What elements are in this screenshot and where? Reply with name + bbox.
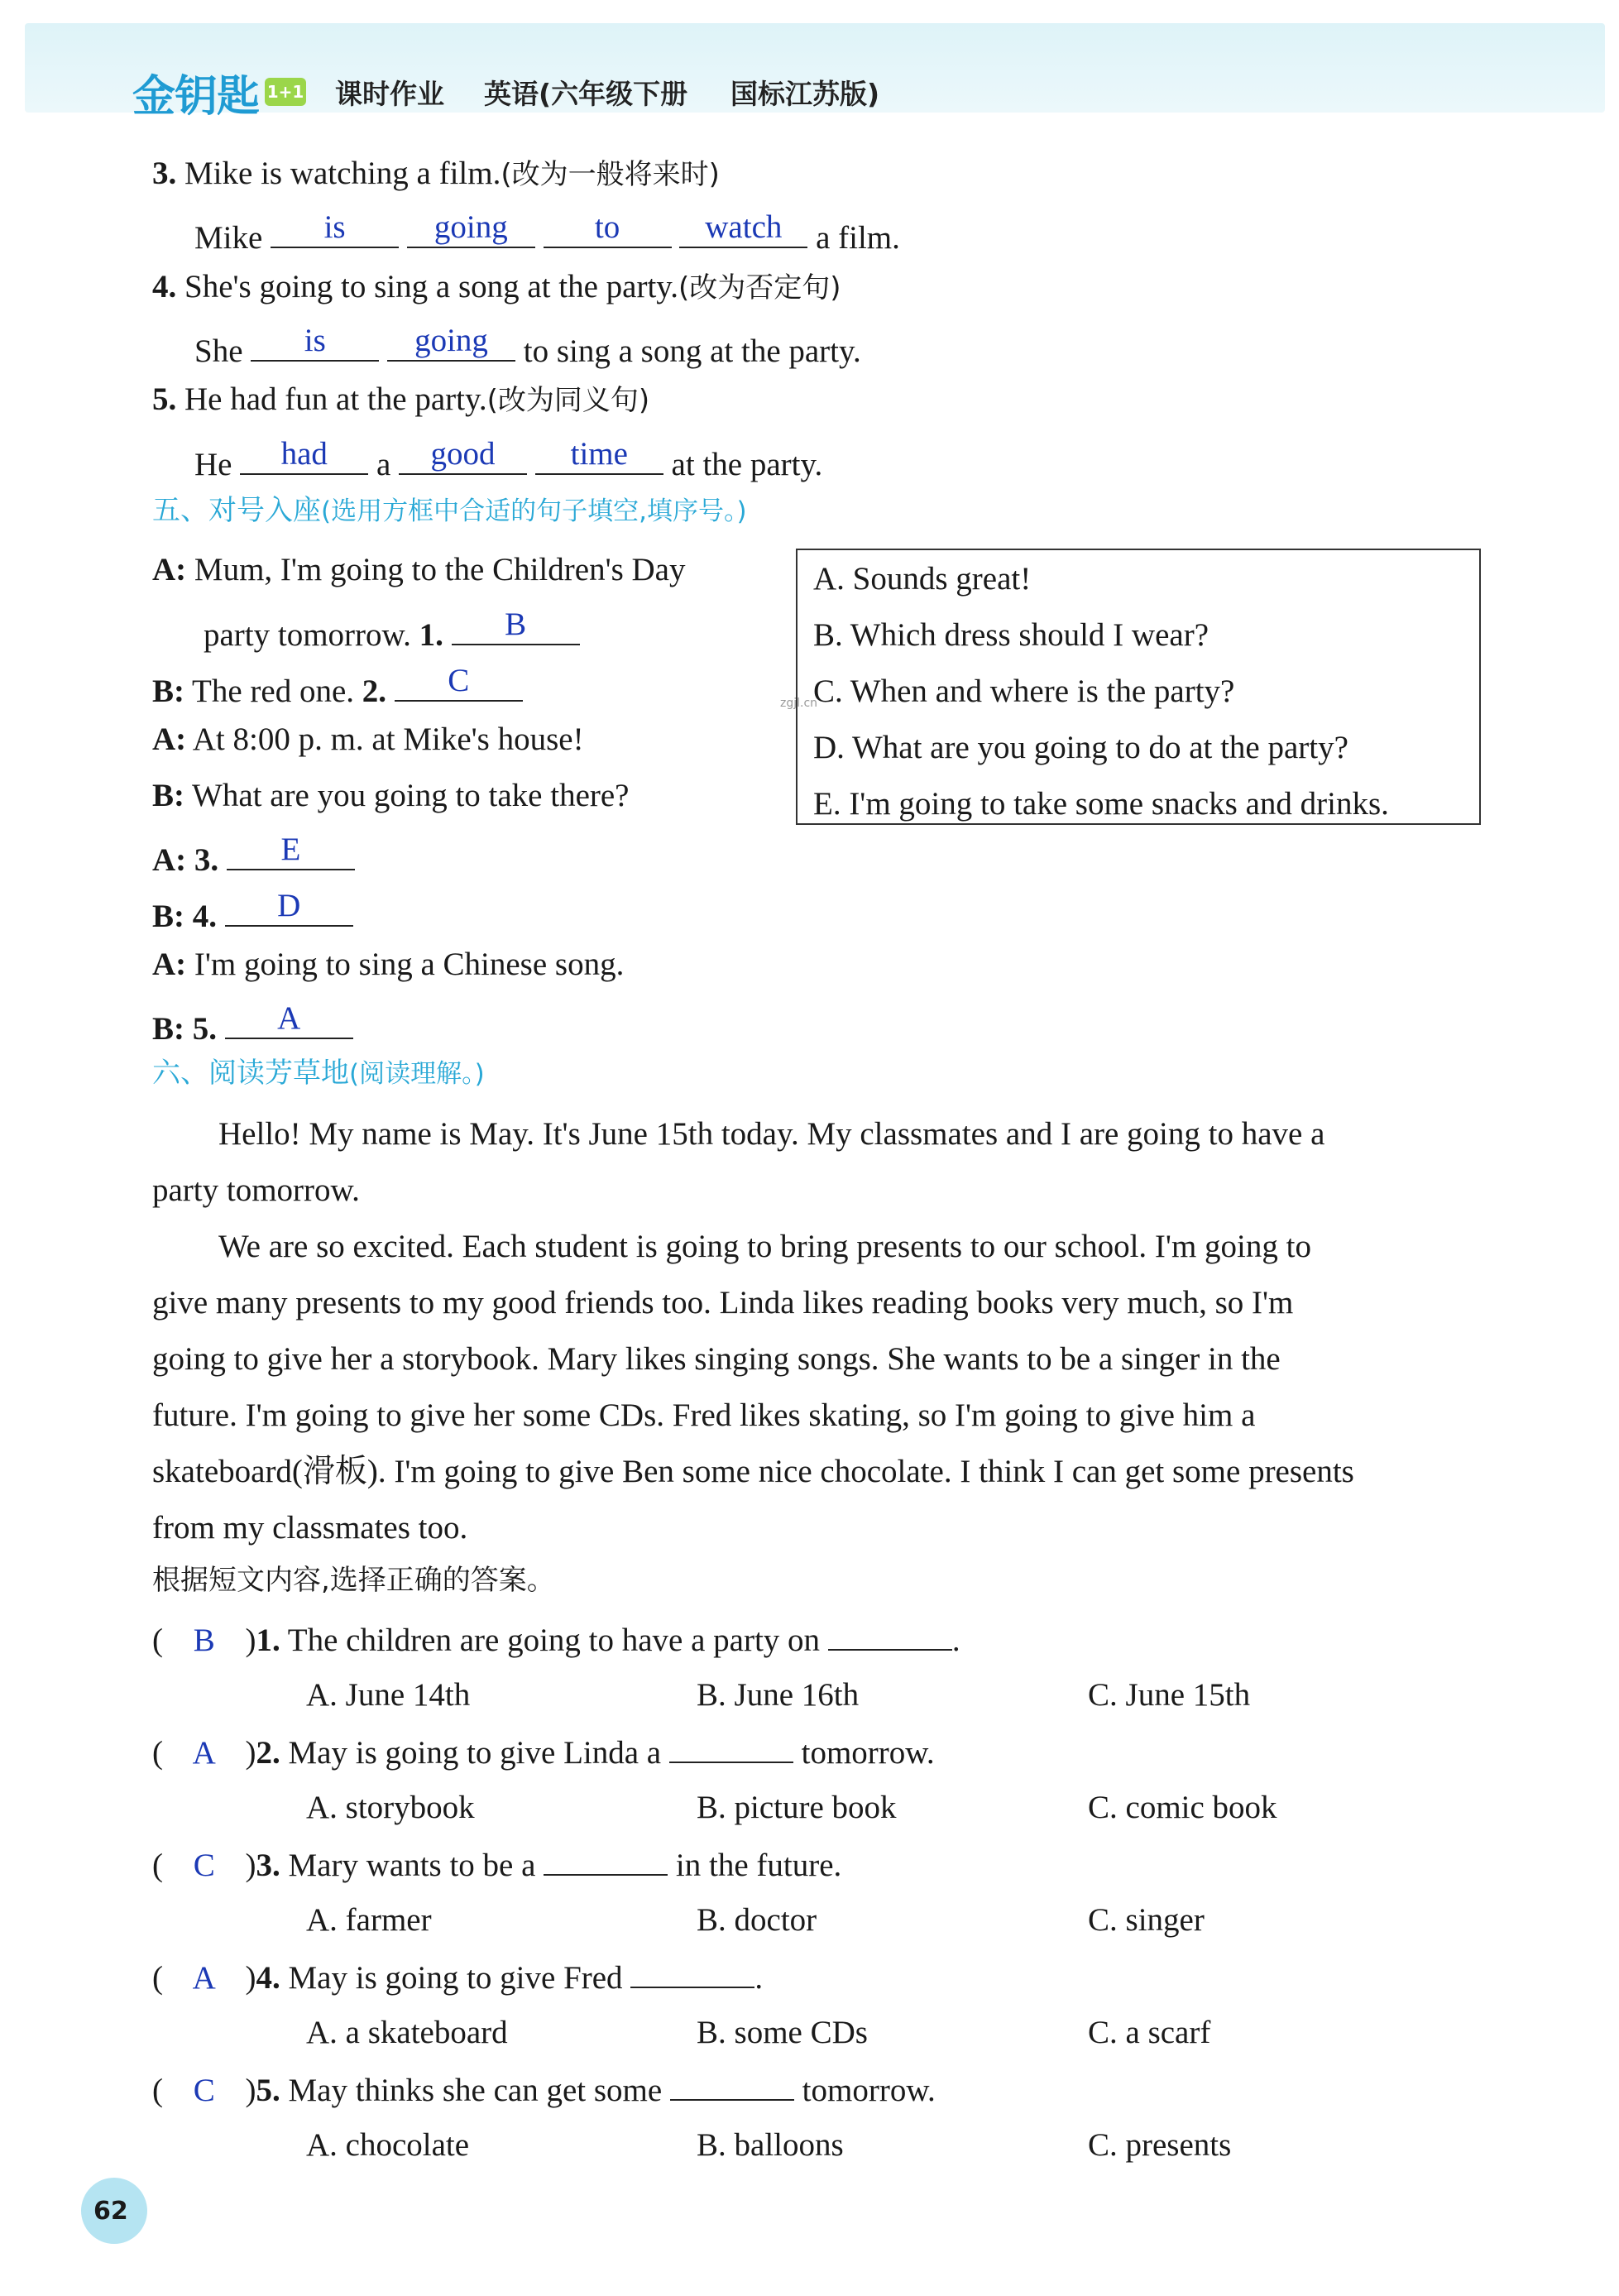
answer-line-4-5 [194,436,823,482]
section-6-title [152,1057,485,1090]
answer-text: C [448,663,470,698]
answer-line-4-3 [194,209,900,256]
option-3a: A. farmer [306,1902,432,1938]
dialog-line-9 [152,1000,353,1047]
dialog-text: At 8:00 p. m. at Mike's house! [192,721,584,757]
dialog-line-4 [152,723,584,755]
passage-line: We are so excited. Each student is going to bring presents to our school. I'm going to [218,1229,1311,1264]
passage-line: skateboard(滑板). I'm going to give Ben some nice chocolate. I think I can get some presents [152,1454,1354,1489]
line-lead: Mike [194,220,263,256]
brand-logo: 金钥匙 [132,72,260,122]
stem-blank[interactable] [828,1623,952,1651]
speaker-label: B: [152,899,184,934]
line-tail: a film. [816,220,900,256]
section-title-text: 六、阅读芳草地 [152,1057,349,1090]
passage-line: Hello! My name is May. It's June 15th today. My classmates and I are going to have a [218,1116,1325,1152]
dialog-text: The red one. [192,673,355,709]
paren-open: ( [152,1848,163,1883]
question-stem-end: in the future. [675,1848,842,1883]
section-5-title [152,496,747,525]
question-stem: Mary wants to be a [288,1848,536,1883]
dialog-text: party tomorrow. [204,617,411,653]
line-tail: to sing a song at the party. [523,333,861,369]
section-note: (选用方框中合适的句子填空,填序号。) [321,496,747,526]
option-3b: B. doctor [697,1902,817,1938]
answer-blank[interactable] [679,209,807,248]
question-number: 2. [256,1735,280,1771]
header-edition: 国标江苏版) [730,78,880,110]
option-1a: A. June 14th [306,1677,471,1713]
header-series: 课时作业 [335,78,444,110]
option-3c: C. singer [1088,1902,1205,1938]
dialog-line-3 [152,663,523,709]
answer-line-4-4 [194,323,861,369]
answer-text: time [570,436,628,472]
question-number: 4. [256,1960,280,1996]
blank-number: 2. [362,673,387,709]
stem-blank[interactable] [670,2073,794,2101]
dialog-text: Mum, I'm going to the Children's Day [194,552,686,587]
answer-text: A [277,1000,301,1036]
speaker-label: B: [152,673,184,709]
paren-open: ( [152,2073,163,2108]
option-2b: B. picture book [697,1790,897,1825]
answer-blank[interactable] [387,323,515,362]
option-a: A. Sounds great! [813,561,1032,597]
dialog-line-1 [152,554,686,586]
option-c: C. When and where is the party? [813,673,1235,709]
passage-line: give many presents to my good friends too. Linda likes reading books very much, so I'm [152,1285,1294,1321]
dialog-line-7 [152,888,353,934]
paren-close: ) [245,1848,256,1883]
blank-number: 5. [192,1011,217,1047]
choice-answer[interactable]: A [192,1735,216,1771]
page-number: 62 [93,2197,128,2226]
dialog-line-5 [152,779,630,812]
question-prompt: He had fun at the party. [184,381,487,417]
speaker-label: B: [152,778,184,813]
option-2c: C. comic book [1088,1790,1277,1825]
answer-blank[interactable] [399,436,527,475]
question-number: 1. [256,1623,280,1658]
passage-line: future. I'm going to give her some CDs. Fred likes skating, so I'm going to give him a [152,1397,1256,1433]
question-4-3 [152,157,720,189]
question-instruction: (改为一般将来时) [501,158,720,191]
answer-text: D [277,888,301,923]
section-title-text: 五、对号入座 [152,494,321,527]
answer-text: B [505,606,527,642]
answer-text: to [594,209,620,245]
option-5c: C. presents [1088,2127,1232,2163]
reading-question-5 [152,2073,936,2107]
question-stem: May thinks she can get some [288,2073,663,2108]
answer-blank[interactable] [544,209,672,248]
answer-text: going [414,323,488,358]
dialog-text: What are you going to take there? [192,778,630,813]
answer-text: is [323,209,346,245]
passage-line: party tomorrow. [152,1172,360,1208]
option-2a: A. storybook [306,1790,475,1825]
paren-open: ( [152,1735,163,1771]
question-stem: The children are going to have a party on [287,1623,821,1658]
reading-question-3 [152,1848,841,1881]
stem-blank[interactable] [544,1848,668,1876]
answer-text: watch [705,209,783,245]
answer-blank[interactable] [535,436,663,475]
question-prompt: Mike is watching a film. [184,156,501,191]
question-prompt: She's going to sing a song at the party. [184,269,679,304]
line-mid: a [376,447,391,482]
choice-answer[interactable]: C [193,1848,215,1883]
answer-text: had [280,436,328,472]
answer-blank[interactable] [407,209,535,248]
reading-question-1 [152,1623,960,1656]
answer-blank[interactable] [271,209,399,248]
answer-text: good [430,436,496,472]
answer-blank[interactable] [240,436,368,475]
option-5b: B. balloons [697,2127,844,2163]
question-number: 3. [152,156,177,191]
instruction: 根据短文内容,选择正确的答案。 [152,1564,555,1597]
blank-number: 3. [194,842,219,878]
dialog-text: I'm going to sing a Chinese song. [194,947,625,982]
answer-blank[interactable] [395,663,523,702]
passage-line: going to give her a storybook. Mary likes singing songs. She wants to be a singer in the [152,1341,1281,1377]
blank-number: 1. [419,617,443,653]
answer-blank[interactable] [225,1000,353,1039]
brand-badge: 1+1 [265,78,306,106]
question-instruction: (改为否定句) [678,271,841,304]
line-lead: She [194,333,243,369]
choice-answer[interactable]: B [193,1623,215,1658]
option-b: B. Which dress should I wear? [813,617,1209,653]
header-subject: 英语(六年级下册 [484,78,688,110]
speaker-label: B: [152,1011,184,1047]
speaker-label: A: [152,552,187,587]
option-1c: C. June 15th [1088,1677,1251,1713]
answer-blank[interactable] [452,606,580,645]
answer-blank[interactable] [227,832,355,870]
stem-blank[interactable] [669,1735,793,1763]
paren-close: ) [245,2073,256,2108]
question-stem: May is going to give Linda a [288,1735,662,1771]
dialog-line-8 [152,948,624,980]
question-4-5 [152,383,649,415]
answer-blank[interactable] [225,888,353,927]
option-d: D. What are you going to do at the party? [813,730,1348,765]
watermark: zgjl.cn [780,697,818,710]
answer-text: E [280,832,301,867]
choice-answer[interactable]: A [192,1960,216,1996]
option-1b: B. June 16th [697,1677,860,1713]
blank-number: 4. [192,899,217,934]
question-stem-end: . [951,1623,960,1658]
question-stem-end: tomorrow. [801,1735,935,1771]
paren-close: ) [245,1623,256,1658]
answer-text: is [304,323,326,358]
dialog-line-6 [152,832,355,878]
question-4-4 [152,271,841,303]
paren-open: ( [152,1623,163,1658]
stem-blank[interactable] [630,1960,754,1988]
question-number: 4. [152,269,177,304]
answer-blank[interactable] [251,323,379,362]
speaker-label: A: [152,842,187,878]
answer-text: going [433,209,508,245]
choice-answer[interactable]: C [193,2073,215,2108]
passage-line: from my classmates too. [152,1510,468,1546]
question-instruction: (改为同义句) [486,384,650,417]
option-5a: A. chocolate [306,2127,470,2163]
dialog-line-2 [204,606,580,653]
reading-question-2 [152,1735,935,1769]
paren-open: ( [152,1960,163,1996]
question-stem: May is going to give Fred [288,1960,623,1996]
question-number: 5. [256,2073,280,2108]
option-4b: B. some CDs [697,2015,868,2050]
line-lead: He [194,447,232,482]
reading-question-4 [152,1960,763,1994]
question-stem-end: tomorrow. [802,2073,936,2108]
speaker-label: A: [152,721,187,757]
speaker-label: A: [152,947,187,982]
question-stem-end: . [754,1960,764,1996]
question-number: 5. [152,381,177,417]
paren-close: ) [245,1960,256,1996]
option-4a: A. a skateboard [306,2015,508,2050]
question-number: 3. [256,1848,280,1883]
section-note: (阅读理解。) [349,1059,485,1089]
line-tail: at the party. [671,447,823,482]
paren-close: ) [245,1735,256,1771]
option-4c: C. a scarf [1088,2015,1211,2050]
option-e: E. I'm going to take some snacks and drinks. [813,786,1389,822]
